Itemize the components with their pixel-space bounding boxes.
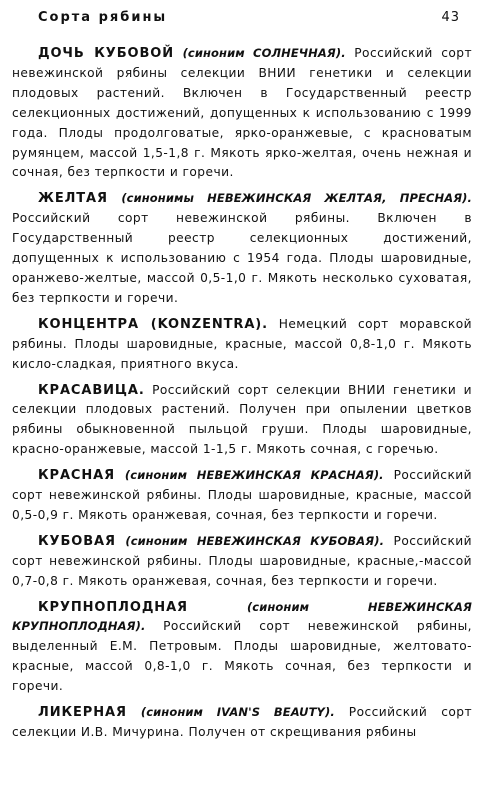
variety-description: Немецкий сорт моравской рябины. Плоды шаровидные, красные, массой 0,8-1,0 г. Мякоть кисло-сладкая, приятного вкуса.	[12, 316, 473, 371]
variety-entry-krasnaya	[12, 466, 472, 526]
variety-synonym: (синоним НЕВЕЖИНСКАЯ КРУПНОПЛОДНАЯ).	[12, 599, 472, 634]
variety-name: КОНЦЕНТРА (KONZENTRA).	[38, 316, 268, 332]
variety-description: Российский сорт селекции ВНИИ генетики и селекции плодовых растений. Получен при опылении цветков рябины обыкновенной пыльцой груши. Плоды шаровидные, красно-оранжевые, массой 1-1,5 г. Мякоть сочная, с горечью.	[12, 382, 472, 457]
variety-entry-likernaya	[12, 703, 472, 743]
variety-synonym: (синоним НЕВЕЖИНСКАЯ КРАСНАЯ).	[124, 468, 384, 483]
variety-entry-doch-kubovoy	[12, 44, 472, 183]
variety-name: КРАСАВИЦА.	[38, 382, 145, 398]
variety-description: Российский сорт невежинской рябины. Плоды шаровидные, красные,-массой 0,7-0,8 г. Мякоть оранжевая, сочная, без терпкости и горечи.	[12, 533, 472, 588]
variety-name: ЖЕЛТАЯ	[38, 191, 108, 207]
page-header	[12, 10, 472, 30]
variety-description: Российский сорт невежинской рябины, выделенный Е.М. Петровым. Плоды шаровидные, желтовато-красные, массой 0,8-1,0 г. Мякоть сочная, без терпкости и горечи.	[12, 619, 472, 694]
variety-description: Российский сорт невежинской рябины. Включен в Государственный реестр селекционных достижений, допущенных к использованию с 1954 года. Плоды шаровидные, оранжево-желтые, массой 0,5-1,0 г. Мякоть несколько суховатая, без терпкости и горечи.	[12, 211, 472, 305]
variety-description: Российский сорт невежинской рябины. Плоды шаровидные, красные, массой 0,5-0,9 г. Мякоть оранжевая, сочная, без терпкости и горечи.	[12, 468, 473, 522]
variety-entry-kubovaya	[12, 532, 472, 592]
variety-description: Российский сорт невежинской рябины селекции ВНИИ генетики и селекции плодовых растений. Включен в Государственный реестр селекционных достижений, допущенных к использованию с 1999 года. Плоды продолговатые, ярко-оранжевые, с красноватым румянцем, массой 1,5-1,8 г. Мякоть ярко-желтая, очень нежная и сочная, без терпкости и горечи.	[12, 46, 473, 180]
variety-entry-konzentra	[12, 315, 472, 375]
variety-synonym: (синонимы НЕВЕЖИНСКАЯ ЖЕЛТАЯ, ПРЕСНАЯ).	[121, 191, 472, 206]
variety-name: ЛИКЕРНАЯ	[38, 705, 127, 721]
variety-name: КРАСНАЯ	[38, 468, 116, 484]
running-title: Сорта рябины	[38, 10, 168, 25]
variety-synonym: (синоним СОЛНЕЧНАЯ).	[182, 46, 346, 60]
variety-entry-krasavitsa	[12, 381, 472, 461]
variety-description: Российский сорт селекции И.В. Мичурина. Получен от скрещивания рябины	[12, 705, 473, 739]
page-number: 43	[441, 10, 460, 25]
variety-entry-krupnoplodnaya	[12, 598, 472, 698]
variety-name: КРУПНОПЛОДНАЯ	[38, 599, 188, 615]
variety-name: КУБОВАЯ	[38, 533, 116, 549]
variety-entry-zheltaya	[12, 189, 472, 308]
variety-name: ДОЧЬ КУБОВОЙ	[38, 46, 175, 61]
variety-synonym: (синоним IVAN'S BEAUTY).	[140, 705, 335, 720]
variety-synonym: (синоним НЕВЕЖИНСКАЯ КУБОВАЯ).	[125, 533, 385, 548]
